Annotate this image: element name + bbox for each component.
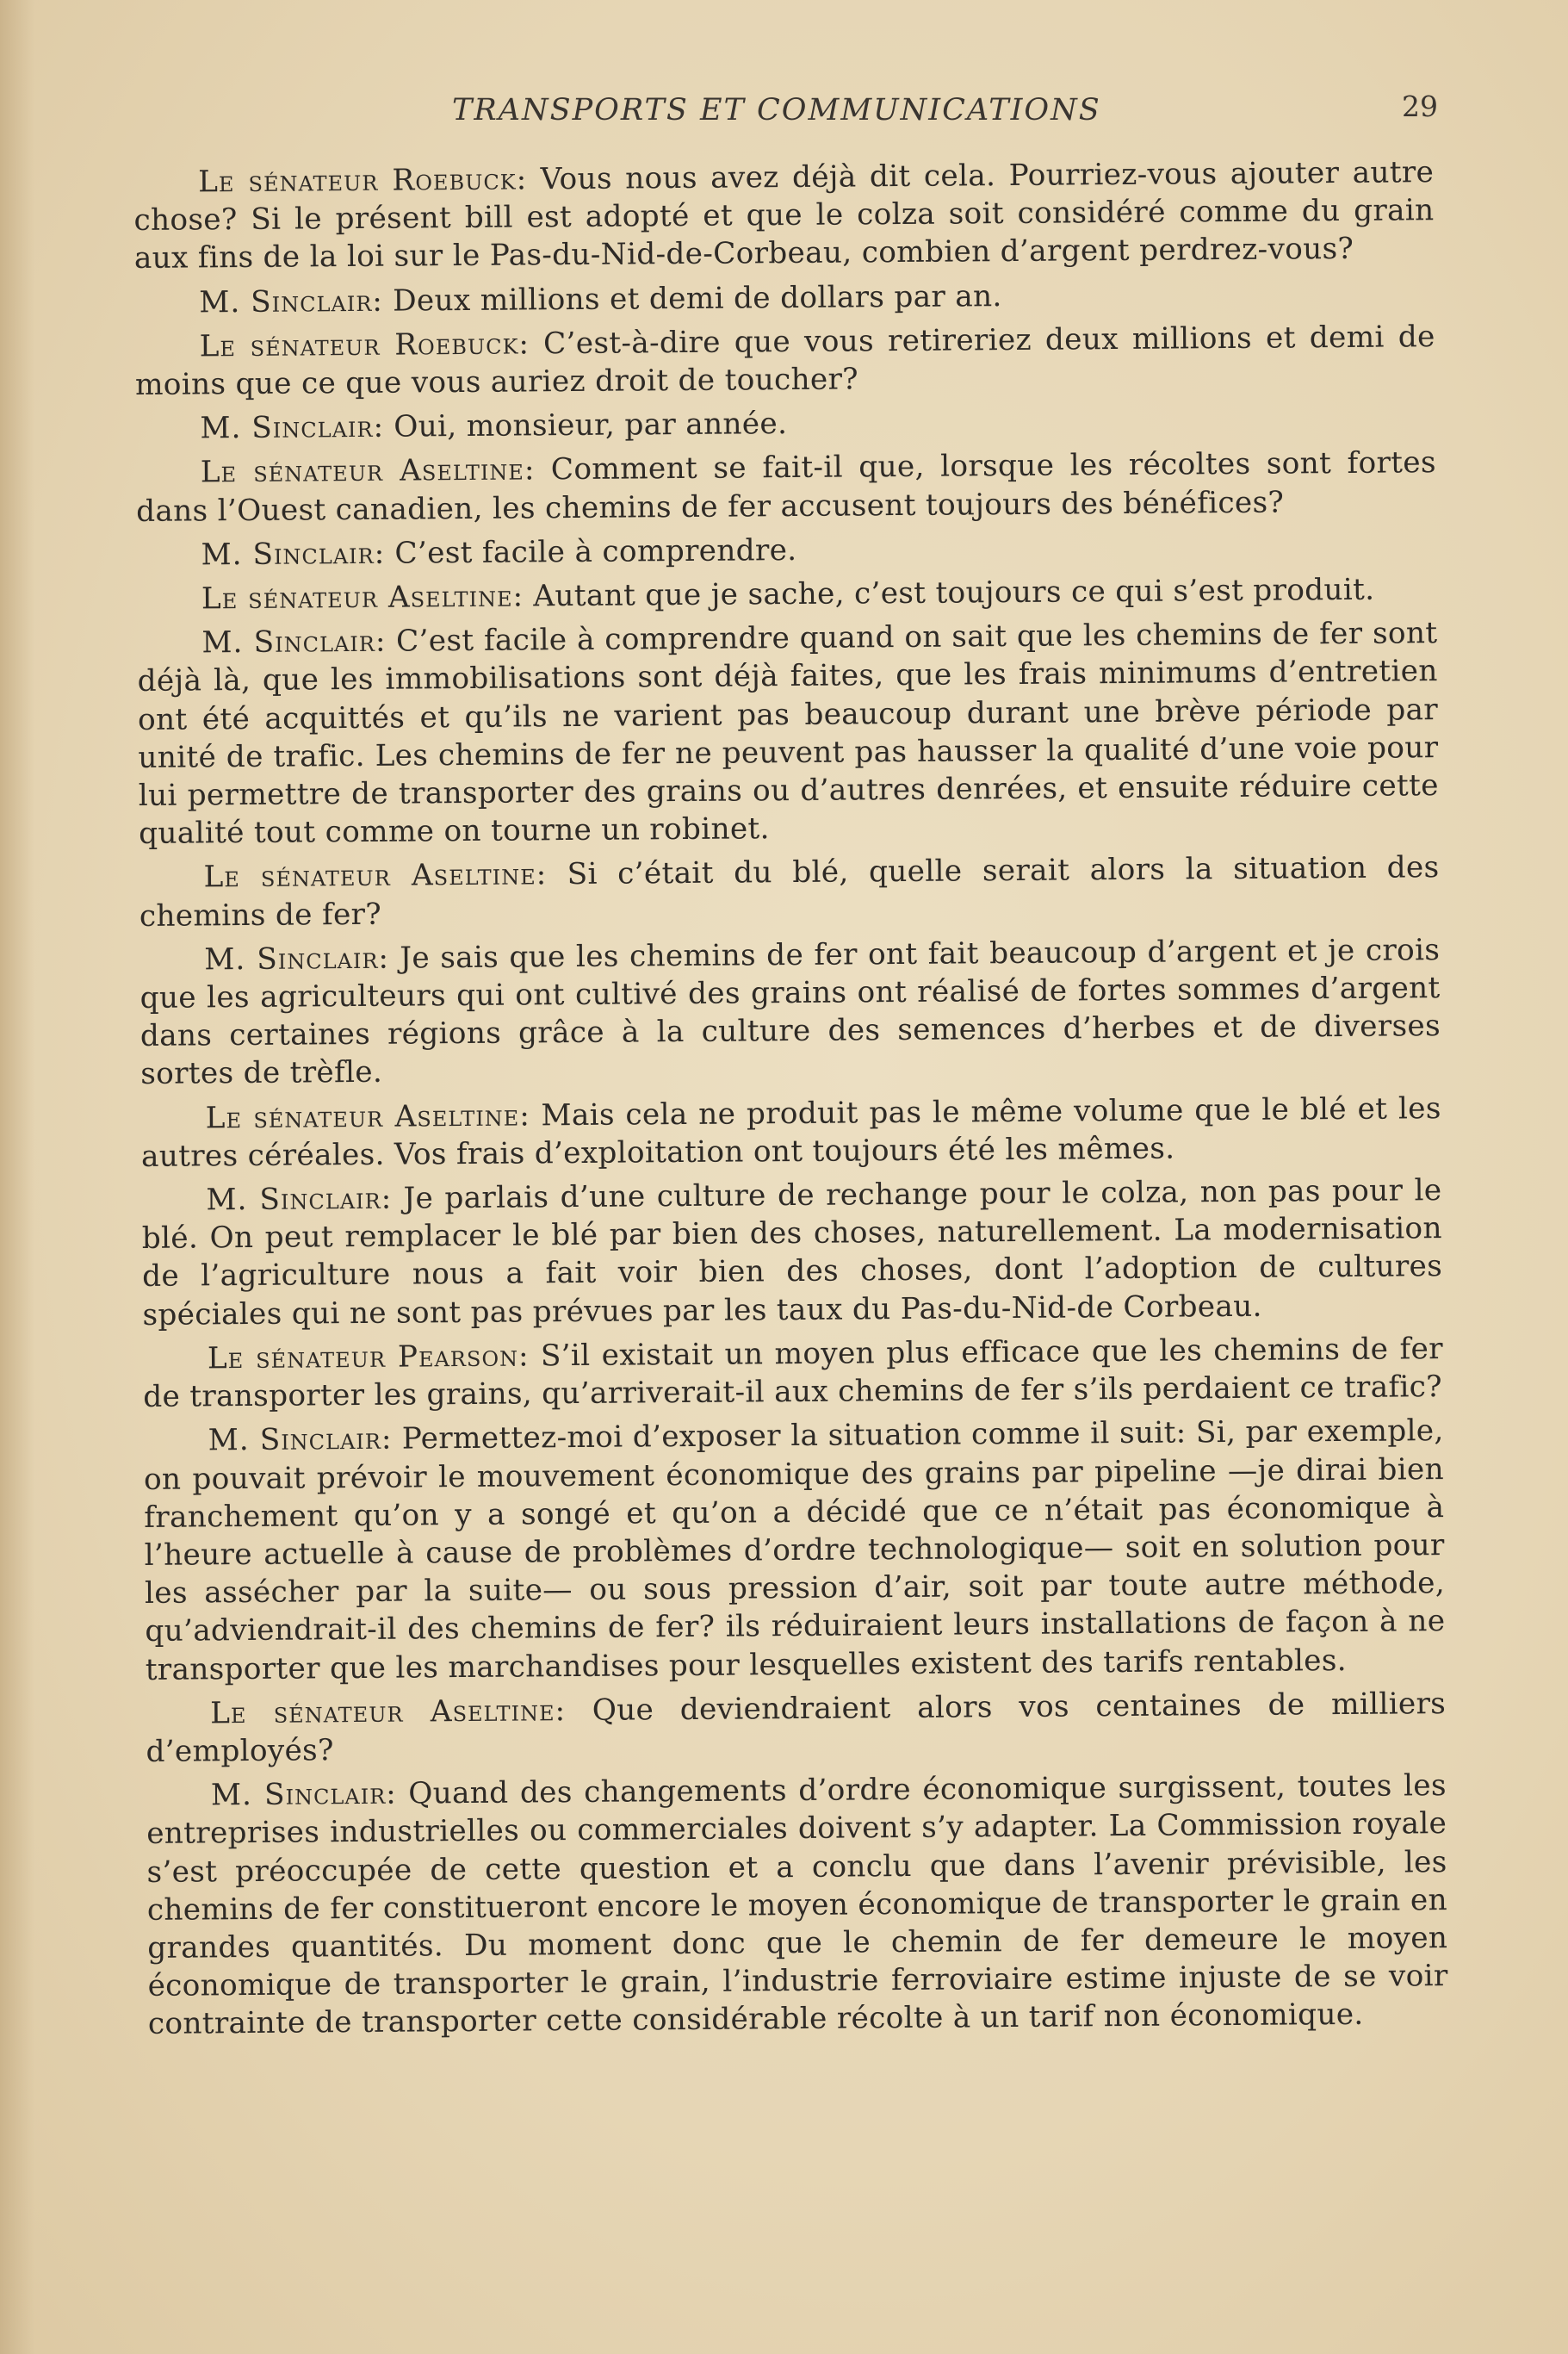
paragraph — [136, 526, 1436, 575]
speaker-name: Le sénateur Aseltine: — [200, 452, 536, 490]
speaker-name: M. Sinclair: — [200, 409, 385, 446]
speech-text: Autant que je sache, c’est toujours ce qui s’est produit. — [523, 572, 1375, 614]
speaker-name: M. Sinclair: — [206, 1181, 393, 1218]
speaker-name: M. Sinclair: — [199, 283, 384, 320]
paragraph — [141, 1090, 1442, 1176]
speech-text: S’il existait un moyen plus efficace que les chemins de fer de transporter les grains, qu’arriverait-il aux chemins de fer s’ils perdaient ce trafic? — [143, 1331, 1444, 1415]
speech-text: Oui, monsieur, par année. — [383, 407, 788, 444]
speaker-name: Le sénateur Aseltine: — [205, 1098, 530, 1136]
speaker-name: Le sénateur Pearson: — [207, 1338, 530, 1376]
paragraph — [141, 1171, 1442, 1334]
speech-text: Permettez-moi d’exposer la situation comme il suit: Si, par exemple, on pouvait prévoir le mouvement économique des grains par pipeline —je dirai bien franchement qu’on y a songé et qu’on a décidé que ce n’était pas économique à l’heure actuelle à cause de problèmes d’ordre technologique— soit en solution pour les assécher par la suite— ou sous pression d’air, soit par toute autre méthode, qu’adviendrait-il des chemins de fer? ils réduiraient leurs installations de façon à ne transporter que les marchandises pour lesquelles existent des tarifs rentables. — [143, 1413, 1446, 1687]
running-head — [129, 86, 1438, 138]
paragraph — [134, 318, 1435, 404]
paragraph — [137, 614, 1439, 853]
speaker-name: Le sénateur Aseltine: — [201, 579, 524, 617]
speech-text: Mais cela ne produit pas le même volume que le blé et les autres céréales. Vos frais d’exploitation ont toujours été les mêmes. — [140, 1090, 1441, 1174]
speech-text: Que deviendraient alors vos centaines de milliers d’employés? — [146, 1686, 1447, 1769]
paragraph — [146, 1685, 1447, 1771]
speaker-name: Le sénateur Roebuck: — [199, 326, 530, 364]
speaker-name: M. Sinclair: — [201, 536, 386, 573]
paragraph — [143, 1330, 1444, 1416]
speech-text: Je sais que les chemins de fer ont fait beaucoup d’argent et je crois que les agriculteurs qui ont cultivé des grains ont réalisé de fortes sommes d’argent dans certaines régions grâce à la culture des semences d’herbes et de diverses sortes de trèfle. — [139, 932, 1441, 1092]
paragraph — [146, 1767, 1448, 2043]
speaker-name: M. Sinclair: — [208, 1421, 393, 1458]
speaker-name: M. Sinclair: — [201, 624, 387, 661]
speech-text: Si c’était du blé, quelle serait alors la situation des chemins de fer? — [139, 850, 1440, 934]
running-title: TRANSPORTS ET COMMUNICATIONS — [452, 93, 1101, 127]
page-edge-shadow — [0, 0, 34, 2354]
speech-text: Vous nous avez déjà dit cela. Pourriez-vous ajouter autre chose? Si le présent bill est adopté et que le colza soit considéré comme du grain aux fins de la loi sur le Pas-du-Nid-de-Corbeau, combien d’argent perdrez-vous? — [133, 155, 1435, 276]
speech-text: Deux millions et demi de dollars par an. — [382, 278, 1002, 319]
paragraph — [136, 444, 1437, 531]
speech-text: C’est-à-dire que vous retireriez deux millions et demi de moins que ce que vous auriez droit de toucher? — [134, 319, 1435, 403]
speech-text: Comment se fait-il que, lorsque les récoltes sont fortes dans l’Ouest canadien, les chemins de fer accusent toujours des bénéfices? — [136, 445, 1436, 529]
paragraph — [143, 1412, 1445, 1688]
paragraph — [139, 931, 1441, 1094]
paragraph — [139, 849, 1440, 935]
speech-text: C’est facile à comprendre quand on sait que les chemins de fer sont déjà là, que les immobilisations sont déjà faites, que les frais minimums d’entretien ont été acquittés et qu’ils ne varient pas beaucoup durant une brève période par unité de trafic. Les chemins de fer ne peuvent pas hausser la qualité d’une voie pour lui permettre de transporter des grains ou d’autres denrées, et ensuite réduire cette qualité tout comme on tourne un robinet. — [137, 616, 1439, 852]
speaker-name: Le sénateur Roebuck: — [198, 162, 528, 200]
speech-text: Je parlais d’une culture de rechange pour le colza, non pas pour le blé. On peut remplacer le blé par bien des choses, naturellement. La modernisation de l’agriculture nous a fait voir bien des choses, dont l’adoption de cultures spéciales qui ne sont pas prévues par les taux du Pas-du-Nid-de Corbeau. — [141, 1173, 1443, 1332]
paragraph — [133, 153, 1435, 277]
speech-text: Quand des changements d’ordre économique surgissent, toutes les entreprises industrielles ou commerciales doivent s’y adapter. La Commission royale s’est préoccupée de cette question et a conclu que dans l’avenir prévisible, les chemins de fer constitueront encore le moyen économique de transporter le grain en grandes quantités. Du moment donc que le chemin de fer demeure le moyen économique de transporter le grain, l’industrie ferroviaire estime injuste de se voir contrainte de transporter cette considérable récolte à un tarif non économique. — [146, 1768, 1448, 2042]
paragraph — [134, 274, 1435, 322]
paragraph — [135, 400, 1435, 448]
page-number: 29 — [1402, 90, 1438, 123]
transcript-body — [133, 153, 1448, 2049]
speaker-name: M. Sinclair: — [210, 1776, 397, 1813]
paragraph — [137, 570, 1437, 618]
speaker-name: Le sénateur Aseltine: — [203, 857, 548, 895]
speaker-name: Le sénateur Aseltine: — [209, 1693, 567, 1731]
speaker-name: M. Sinclair: — [204, 941, 390, 978]
speech-text: C’est facile à comprendre. — [385, 532, 797, 571]
